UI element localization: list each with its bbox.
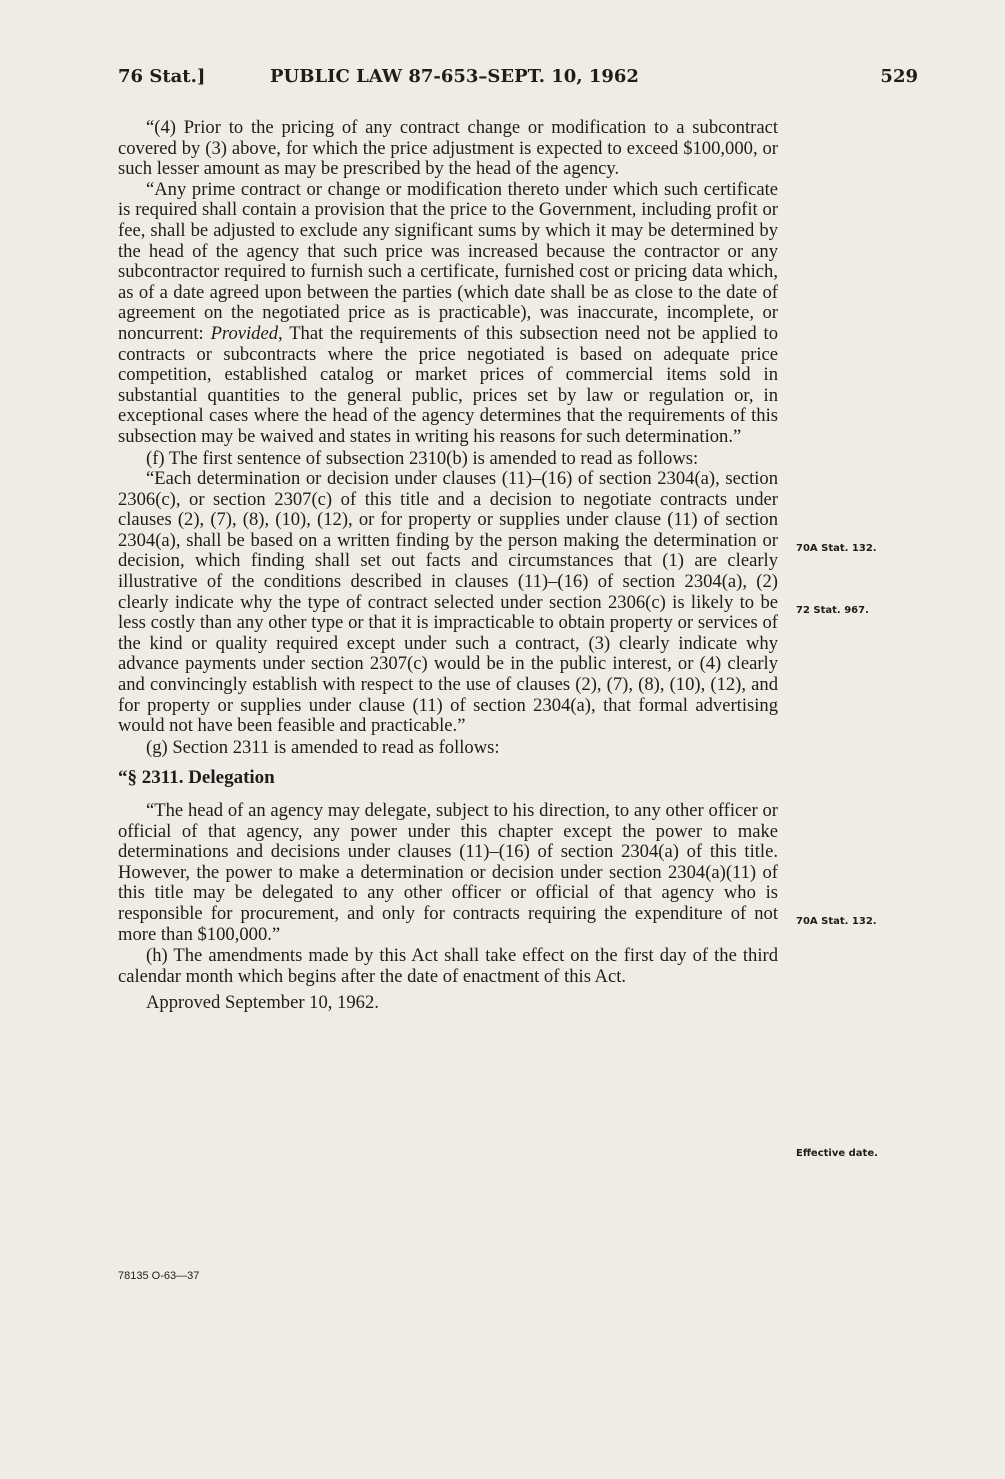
paragraph-clause-4: “(4) Prior to the pricing of any contract change or modification to a subcontract covered by (3) above, for which the price adjustment is expected to exceed $100,000, or such lesser amount as may be prescribed by the head of the agency. <box>118 117 778 180</box>
header-title: PUBLIC LAW 87-653–SEPT. 10, 1962 <box>270 66 639 87</box>
paragraph-subsection-g: (g) Section 2311 is amended to read as follows: <box>146 736 500 758</box>
margin-note-70a-stat-132-b: 70A Stat. 132. <box>796 916 877 927</box>
section-heading: “§ 2311. Delegation <box>118 767 275 789</box>
provided-term: Provided, <box>210 322 283 344</box>
paragraph-subsection-f: (f) The first sentence of subsection 2310(b) is amended to read as follows: <box>146 447 699 469</box>
page-number: 529 <box>880 66 918 87</box>
margin-note-72-stat-967: 72 Stat. 967. <box>796 605 869 616</box>
approval-line: Approved September 10, 1962. <box>146 992 379 1014</box>
paragraph-delegation: “The head of an agency may delegate, subject to his direction, to any other officer or official of that agency, any power under this chapter except the power to make determinations and decisions under clauses (11)–(16) of section 2304(a) of this title. However, the power to make a determination or decision under section 2304(a)(11) of this title may be delegated to any other officer or official of that agency who is responsible for procurement, and only for contracts requiring the expenditure of not more than $100,000.” <box>118 800 778 945</box>
body-text <box>118 118 778 1014</box>
page-header <box>118 66 918 96</box>
paragraph-subsection-h: (h) The amendments made by this Act shall take effect on the first day of the third calendar month which begins after the date of enactment of this Act. <box>118 945 778 987</box>
paragraph-price-adjustment-rest: That the requirements of this subsection need not be applied to contracts or subcontracts where the price negotiated is based on adequate price competition, established catalog or market prices of commercial items sold in substantial quantities to the general public, prices set by law or regulation or, in exceptional cases where the head of the agency determines that the requirements of this subsection may be waived and states in writing his reasons for such determination.” <box>118 322 778 447</box>
paragraph-price-adjustment-main: “Any prime contract or change or modification thereto under which such certificate is required shall contain a provision that the price to the Government, including profit or fee, shall be adjusted to exclude any significant sums by which it may be determined by the head of the agency that such price was increased because the contractor or any subcontractor required to furnish such a certificate, furnished cost or pricing data which, as of a date agreed upon between the parties (which date shall be as close to the date of agreement on the negotiated price as is practicable), was inaccurate, incomplete, or noncurrent: <box>118 178 778 344</box>
margin-note-effective-date: Effective date. <box>796 1148 878 1159</box>
paragraph-determination: “Each determination or decision under clauses (11)–(16) of section 2304(a), section 2306(c), or section 2307(c) of this title and a decision to negotiate contracts under clauses (2), (7), (8), (10), (12), or for property or supplies under clause (11) of section 2304(a), shall be based on a written finding by the person making the determination or decision, which finding shall set out facts and circumstances that (1) are clearly illustrative of the conditions described in clauses (11)–(16) of section 2304(a), (2) clearly indicate why the type of contract selected under section 2306(c) is likely to be less costly than any other type or that it is impracticable to obtain property or services of the kind or quality required except under such a contract, (3) clearly indicate why advance payments under section 2307(c) would be in the public interest, or (4) clearly and convincingly establish with respect to the use of clauses (2), (7), (8), (10), (12), and for property or supplies under clause (11) of section 2304(a), that formal advertising would not have been feasible and practicable.” <box>118 468 778 737</box>
margin-note-70a-stat-132: 70A Stat. 132. <box>796 543 877 554</box>
header-statute-ref: 76 Stat.] <box>118 66 206 87</box>
paragraph-price-adjustment <box>118 180 778 448</box>
footer-print-code: 78135 O-63—37 <box>118 1270 200 1282</box>
